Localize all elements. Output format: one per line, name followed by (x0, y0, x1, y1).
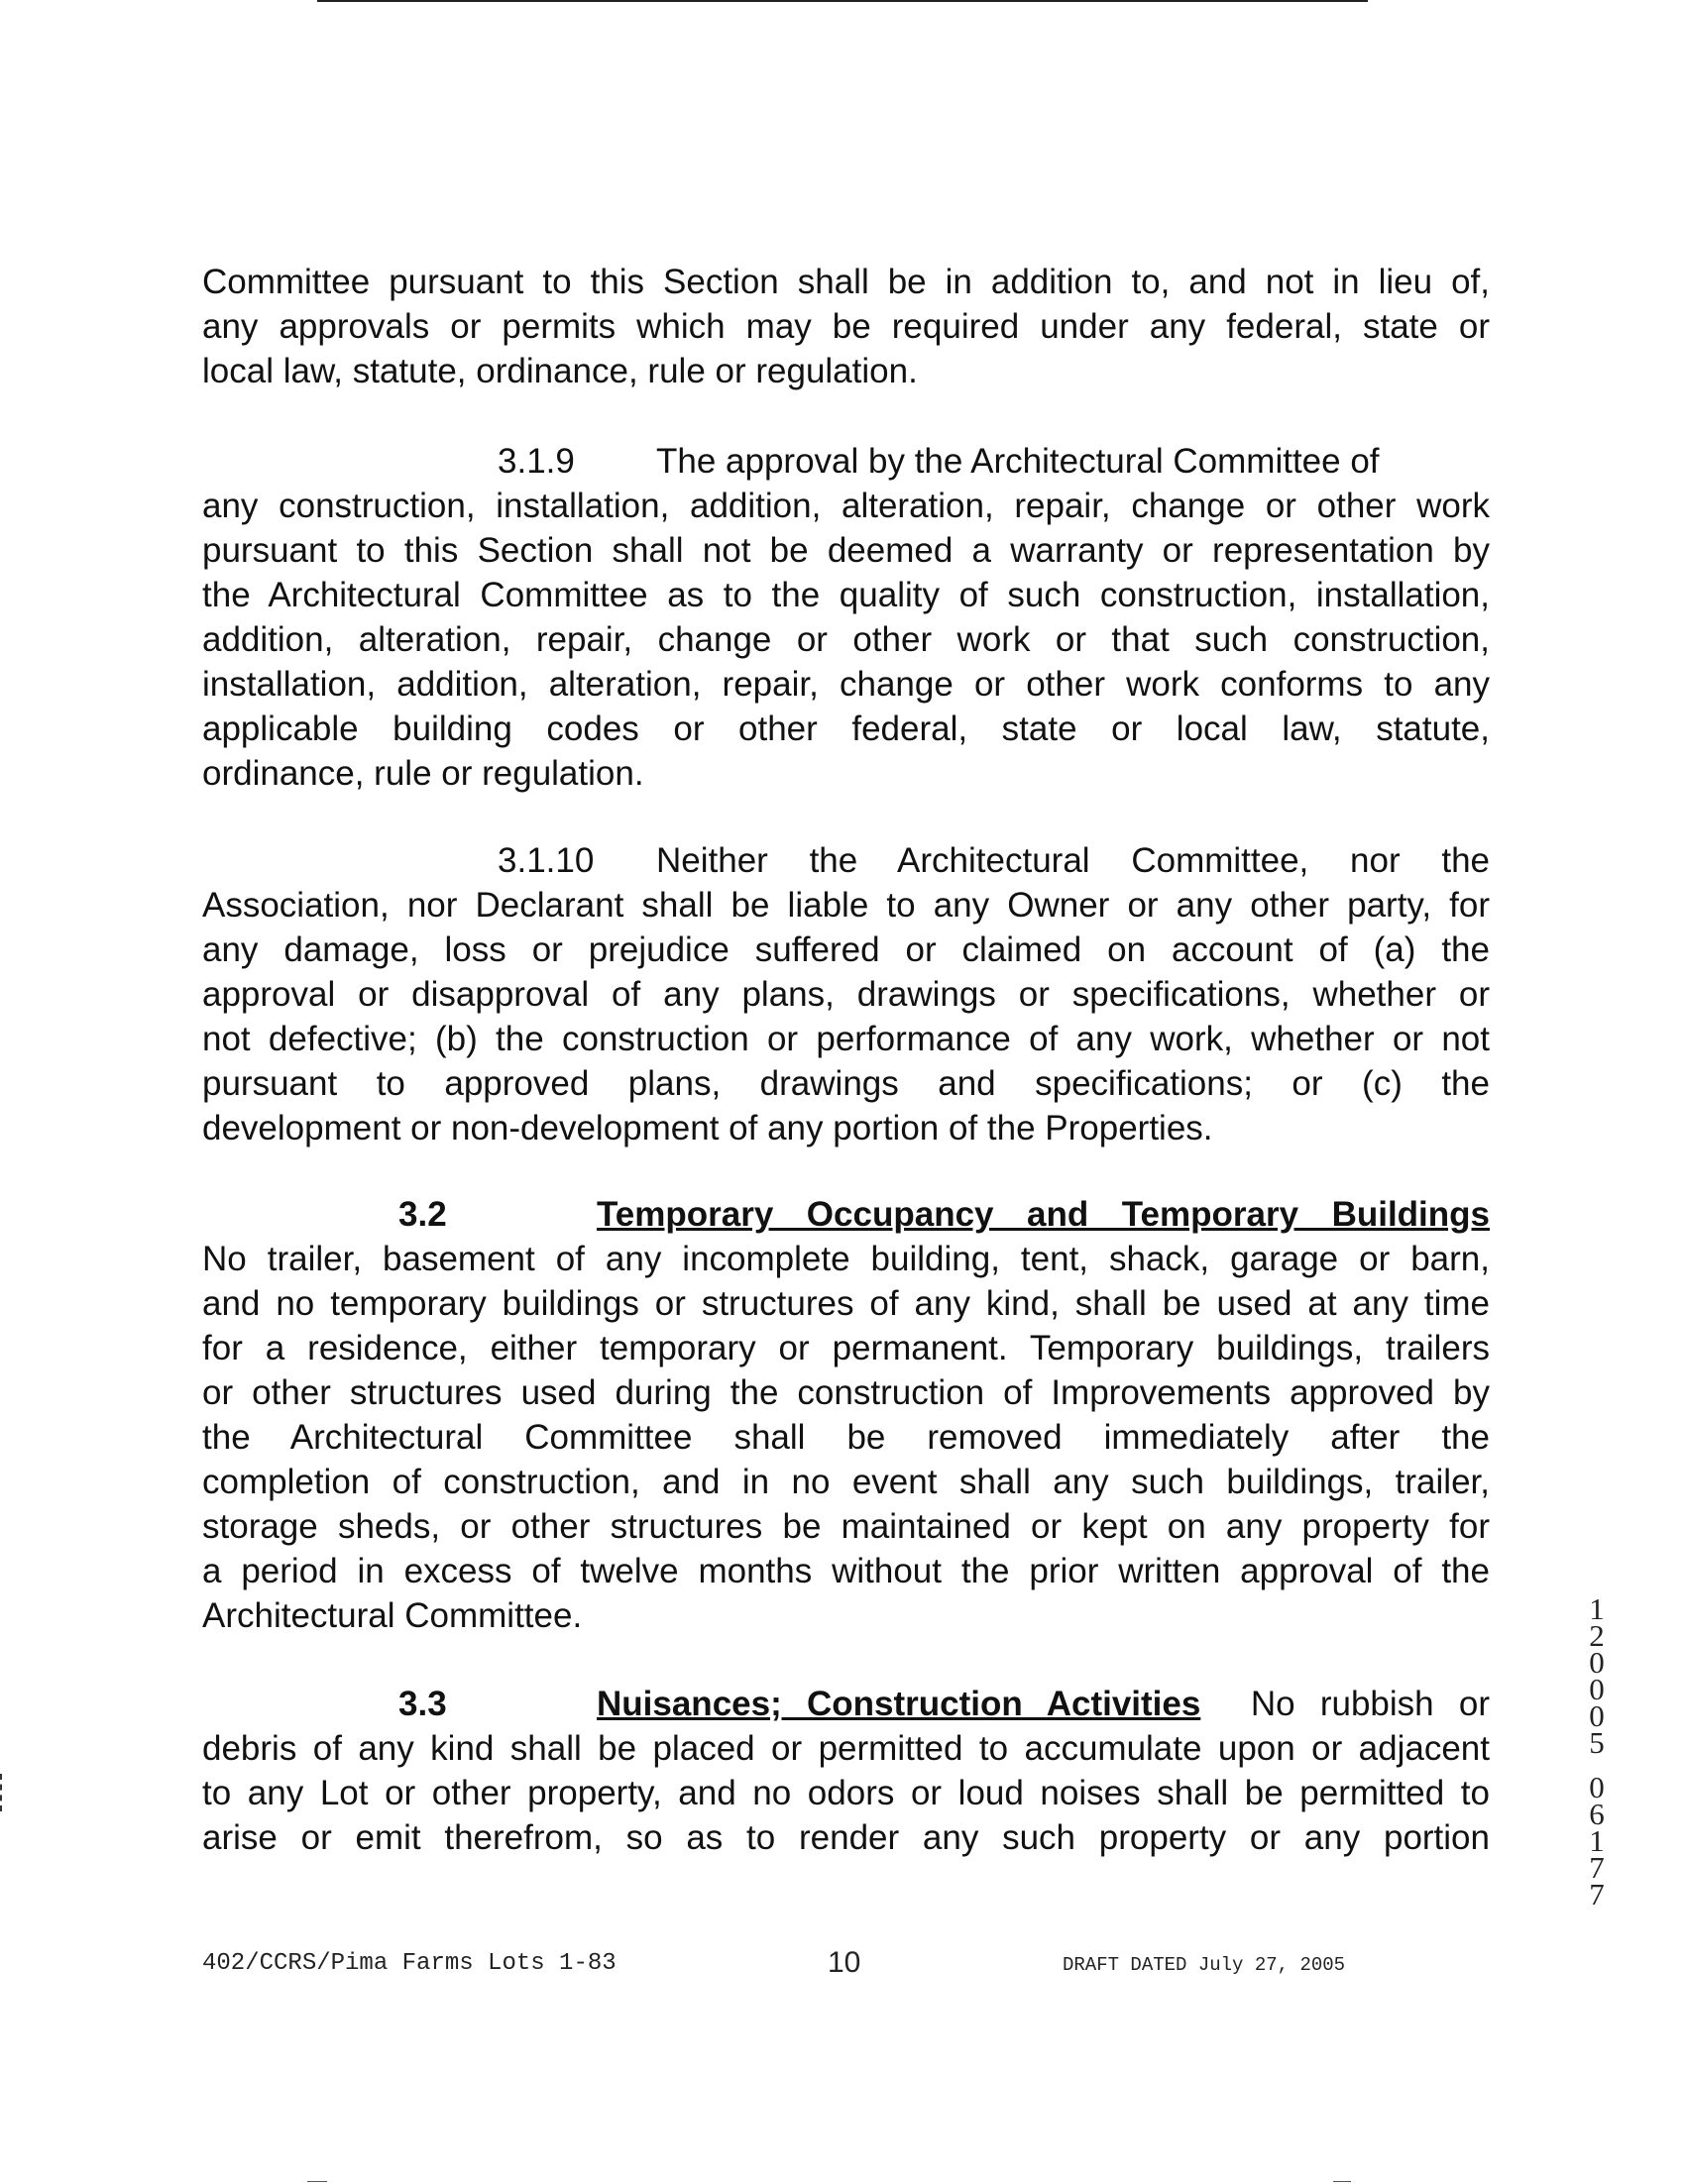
section-number: 3.3 (398, 1685, 447, 1723)
section-3-1-10 (202, 838, 1490, 1150)
section-title: Temporary Occupancy and Temporary Buildings (597, 1195, 1490, 1234)
section-3-2 (202, 1192, 1490, 1638)
section-lead-text: No rubbish or (1250, 1685, 1490, 1723)
text-line: not defective; (b) the construction or performance of any work, whether or not (202, 1020, 1490, 1058)
scan-top-edge (317, 0, 1368, 2)
section-3-1-9 (202, 439, 1490, 796)
stamp-digit: 2 (1589, 1618, 1605, 1653)
text-line: any approvals or permits which may be required under any federal, state or (202, 307, 1490, 346)
stamp-digit: 1 (1589, 1823, 1605, 1858)
stamp-digit: 1 (1589, 1591, 1605, 1626)
stamp-digit: 6 (1589, 1797, 1605, 1831)
text-line: for a residence, either temporary or permanent. Temporary buildings, trailers (202, 1329, 1490, 1367)
text-line: pursuant to this Section shall not be deemed a warranty or representation by (202, 531, 1490, 570)
stamp-digit: 0 (1589, 1672, 1605, 1706)
text-line: arise or emit therefrom, so as to render any such property or any portion (202, 1818, 1490, 1857)
text-line: and no temporary buildings or structures of any kind, shall be used at any time (202, 1284, 1490, 1323)
scan-bottom-mark (307, 2181, 327, 2182)
stamp-digit: 0 (1589, 1698, 1605, 1733)
text-line (202, 838, 1490, 883)
text-line: addition, alteration, repair, change or other work or that such construction, (202, 620, 1490, 659)
section-number: 3.1.9 (498, 442, 575, 481)
recording-number-stamp (1582, 1591, 1612, 1911)
text-line: debris of any kind shall be placed or permitted to accumulate upon or adjacent (202, 1729, 1490, 1768)
text-line: any damage, loss or prejudice suffered or claimed on account of (a) the (202, 930, 1490, 969)
section-title: Nuisances; Construction Activities (597, 1685, 1201, 1723)
text-line (202, 439, 1490, 484)
section-lead-text: Neither the Architectural Committee, nor the (656, 841, 1490, 880)
text-line: Architectural Committee. (202, 1596, 583, 1635)
text-line: storage sheds, or other structures be maintained or kept on any property for (202, 1507, 1490, 1546)
text-line: completion of construction, and in no event shall any such buildings, trailer, (202, 1463, 1490, 1501)
text-line: approval or disapproval of any plans, drawings or specifications, whether or (202, 975, 1490, 1014)
text-line: any construction, installation, addition, alteration, repair, change or other work (202, 487, 1490, 525)
footer-draft-date: DRAFT DATED July 27, 2005 (1063, 1954, 1346, 1976)
stamp-digit: 5 (1589, 1725, 1605, 1760)
text-line: applicable building codes or other federal, state or local law, statute, (202, 710, 1490, 748)
text-line: pursuant to approved plans, drawings and specifications; or (c) the (202, 1064, 1490, 1103)
section-lead-text: The approval by the Architectural Committee of (656, 442, 1380, 481)
stamp-digit: 7 (1589, 1877, 1605, 1911)
text-line: development or non-development of any portion of the Properties. (202, 1109, 1213, 1147)
text-line: the Architectural Committee shall be removed immediately after the (202, 1418, 1490, 1457)
footer-document-id: 402/CCRS/Pima Farms Lots 1-83 (202, 1950, 617, 1977)
footer-page-number: 10 (828, 1946, 861, 1979)
scan-bottom-mark (1333, 2181, 1351, 2182)
text-line: ordinance, rule or regulation. (202, 754, 644, 793)
scan-left-edge-mark (0, 1774, 4, 1811)
text-line: a period in excess of twelve months without the prior written approval of the (202, 1552, 1490, 1590)
text-line: Committee pursuant to this Section shall be in addition to, and not in lieu of, (202, 263, 1490, 301)
text-line: local law, statute, ordinance, rule or regulation. (202, 352, 918, 390)
stamp-digit: 0 (1589, 1770, 1605, 1804)
stamp-digit: 7 (1589, 1850, 1605, 1885)
text-line: installation, addition, alteration, repair, change or other work conforms to any (202, 665, 1490, 704)
section-heading (202, 1682, 1490, 1726)
section-heading (202, 1192, 1490, 1237)
section-number: 3.1.10 (498, 841, 595, 880)
text-line: No trailer, basement of any incomplete building, tent, shack, garage or barn, (202, 1240, 1490, 1278)
text-line: or other structures used during the construction of Improvements approved by (202, 1373, 1490, 1412)
section-number: 3.2 (398, 1195, 447, 1234)
text-line: to any Lot or other property, and no odors or loud noises shall be permitted to (202, 1774, 1490, 1812)
section-3-3 (202, 1682, 1490, 1860)
text-line: Association, nor Declarant shall be liable to any Owner or any other party, for (202, 886, 1490, 925)
stamp-digit: 0 (1589, 1645, 1605, 1680)
text-line: the Architectural Committee as to the quality of such construction, installation, (202, 576, 1490, 614)
paragraph-continuation (202, 260, 1490, 393)
